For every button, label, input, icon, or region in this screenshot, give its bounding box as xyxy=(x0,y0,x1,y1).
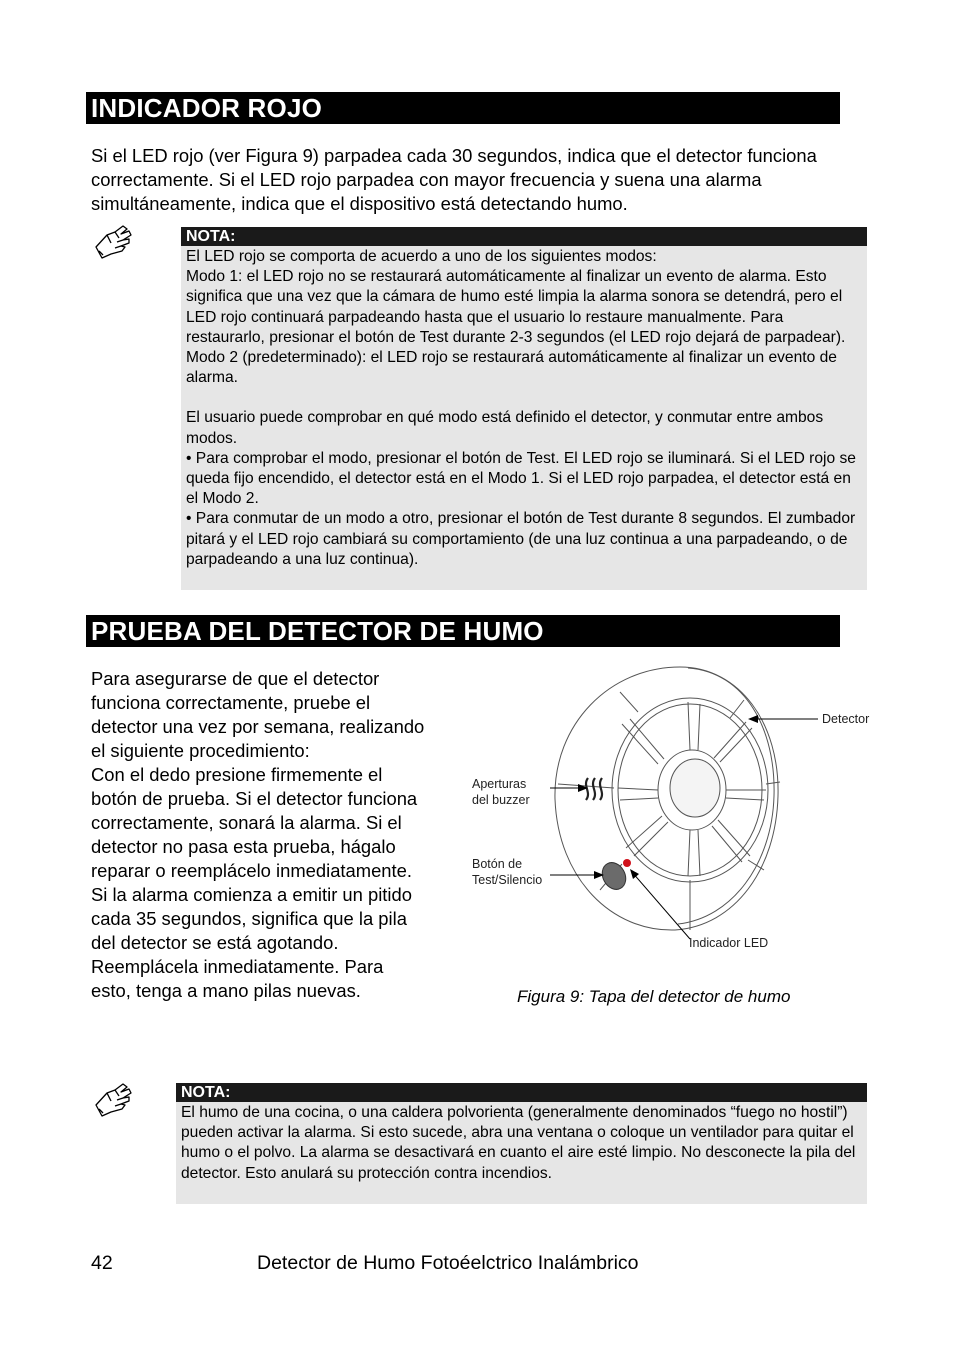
label-led: Indicador LED xyxy=(689,936,769,950)
note-hand-icon xyxy=(93,221,135,261)
figure-caption: Figura 9: Tapa del detector de humo xyxy=(517,987,791,1006)
section-title-indicador-rojo: INDICADOR ROJO xyxy=(86,92,840,124)
note-label: NOTA: xyxy=(176,1083,867,1102)
note-label: NOTA: xyxy=(181,227,867,246)
note-line: El LED rojo se comporta de acuerdo a uno de los siguientes modos: xyxy=(186,248,657,265)
note-line: Modo 1: el LED rojo no se restaurará automáticamente al finalizar un evento de alarma. Esto significa que una vez que la cámara de humo esté limpia la alarma sonora se detendrá, pero el LED rojo continuará parpadeando hasta que el usuario lo restaure manualmente. Para restaurarlo, presionar el botón de Test durante 2-3 segundos (el LED rojo dejará de parpadear). xyxy=(186,268,846,346)
note-bullet: • Para conmutar de un modo a otro, presionar el botón de Test durante 8 segundos. El zumbador pitará y el LED rojo cambiará su comportamiento (de una luz continua a una parpadeando, o de parpadeando a una luz continua). xyxy=(186,510,856,568)
note-box xyxy=(176,1102,867,1204)
page-number: 42 xyxy=(91,1252,113,1274)
footer-title: Detector de Humo Fotoéelctrico Inalámbrico xyxy=(257,1252,639,1274)
label-detector: Detector xyxy=(822,712,870,726)
procedure-paragraph: Para asegurarse de que el detector funciona correctamente, pruebe el detector una vez por semana, realizando el siguiente procedimiento: xyxy=(91,668,425,761)
note-line: Modo 2 (predeterminado): el LED rojo se restaurará automáticamente al finalizar un evento de alarma. xyxy=(186,349,837,387)
procedure-paragraph: Si la alarma comienza a emitir un pitido cada 35 segundos, significa que la pila del detector se está agotando. Reemplácela inmediatamente. Para esto, tenga a mano pilas nuevas. xyxy=(91,884,412,1001)
test-procedure-text xyxy=(91,667,427,1003)
figure-leader-lines xyxy=(540,664,840,954)
label-test-button: Botón de Test/Silencio xyxy=(472,857,543,887)
label-buzzer: Aperturas del buzzer xyxy=(472,777,530,807)
note-bullet: • Para comprobar el modo, presionar el botón de Test. El LED rojo se iluminará. Si el LED rojo se queda fijo encendido, el detector está en el Modo 1. Si el LED rojo parpadea, el detector está en el Modo 2. xyxy=(186,449,856,508)
procedure-paragraph: Con el dedo presione firmemente el botón de prueba. Si el detector funciona correctamente, sonará la alarma. Si el detector no pasa esta prueba, hágalo reparar o reemplácelo inmediatamente. xyxy=(91,764,418,881)
note-hand-icon xyxy=(93,1079,135,1119)
note-text: El humo de una cocina, o una caldera polvorienta (generalmente denominados “fuego no hostil”) pueden activar la alarma. Si esto sucede, abra una ventana o coloque un ventilador para quitar el humo o el polvo. La alarma se desactivará en cuanto el aire esté limpio. No desconecte la pila del detector. Esto anulará su protección contra incendios. xyxy=(181,1104,856,1182)
note-line: El usuario puede comprobar en qué modo está definido el detector, y conmutar entre ambos modos. xyxy=(186,409,824,447)
note-box xyxy=(181,246,867,590)
section-title-prueba: PRUEBA DEL DETECTOR DE HUMO xyxy=(86,615,840,647)
intro-paragraph: Si el LED rojo (ver Figura 9) parpadea cada 30 segundos, indica que el detector funciona correctamente. Si el LED rojo parpadea con mayor frecuencia y suena una alarma simultáneamente, indica que el dispositivo está detectando humo. xyxy=(91,145,817,214)
